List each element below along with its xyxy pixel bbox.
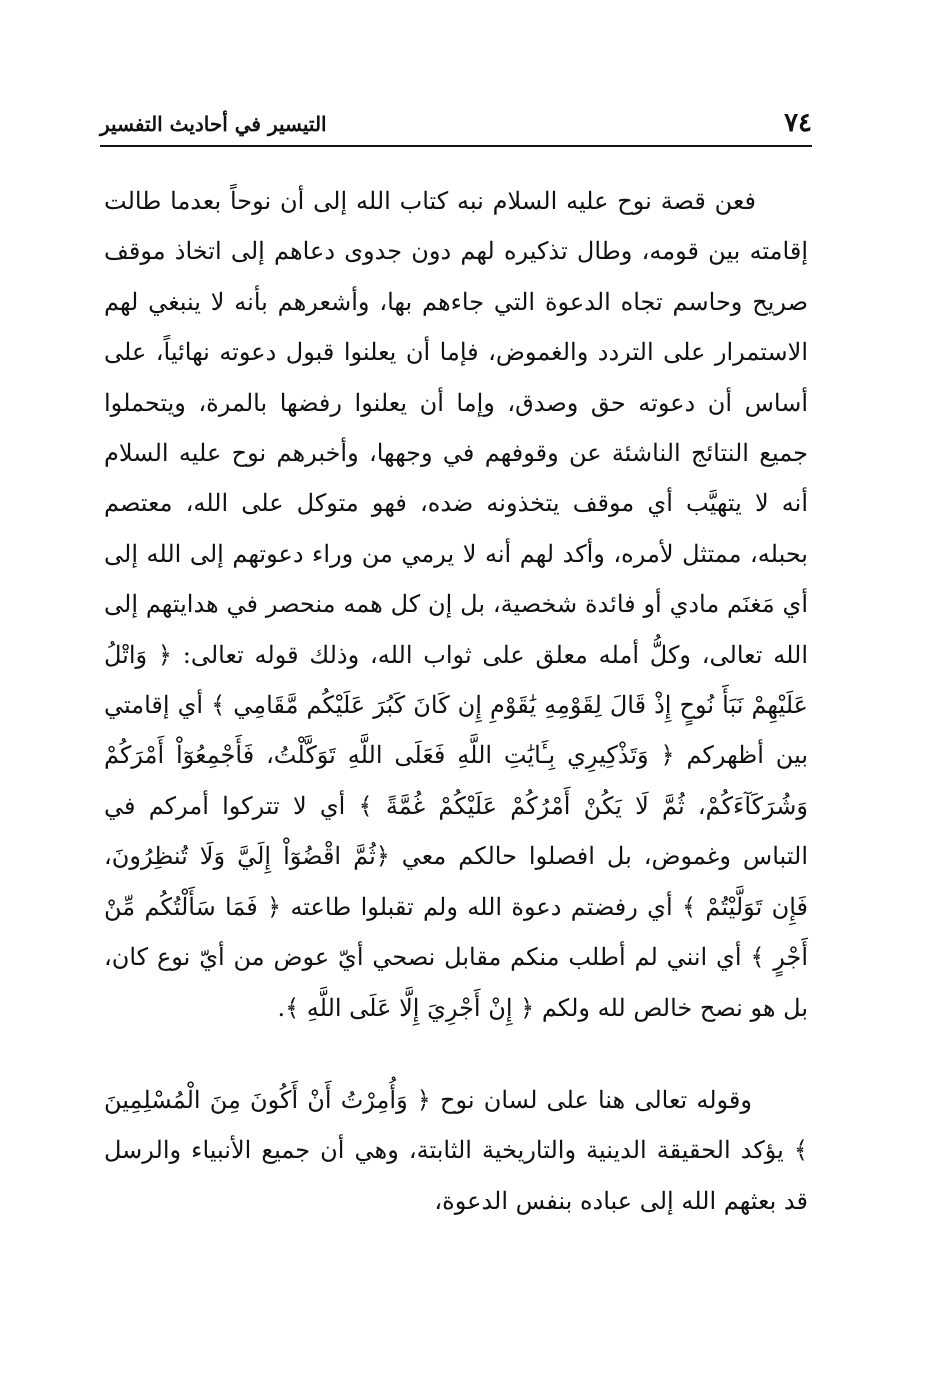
page-number: ٧٤ xyxy=(784,108,812,138)
body-text xyxy=(104,176,808,1226)
header-rule xyxy=(100,145,812,147)
paragraph-text: وقوله تعالى هنا على لسان نوح ﴿ وَأُمِرْتُ أَنْ أَكُونَ مِنَ الْمُسْلِمِينَ ﴾ يؤكد الحقيقة الدينية والتاريخية الثابتة، وهي أن جميع الأنبياء والرسل قد بعثهم الله إلى عباده بنفس الدعوة، xyxy=(104,1085,808,1215)
paragraph xyxy=(104,1075,808,1226)
paragraph-text: فعن قصة نوح عليه السلام نبه كتاب الله إلى أن نوحاً بعدما طالت إقامته بين قومه، وطال تذكيره لهم دون جدوى دعاهم إلى اتخاذ موقف صريح وحاسم تجاه الدعوة التي جاءهم بها، وأشعرهم بأنه لا ينبغي لهم الاستمرار على التردد والغموض، فإما أن يعلنوا قبول دعوته نهائياً، على أساس أن دعوته حق وصدق، وإما أن يعلنوا رفضها بالمرة، ويتحملوا جميع النتائج الناشئة عن وقوفهم في وجهها، وأخبرهم نوح عليه السلام أنه لا يتهيَّب أي موقف يتخذونه ضده، فهو متوكل على الله، معتصم بحبله، ممتثل لأمره، وأكد لهم أنه لا يرمي من وراء دعوتهم إلى الله إلى أي مَغنَم مادي أو فائدة شخصية، بل إن كل همه منحصر في هدايتهم إلى الله تعالى، وكلُّ أمله معلق على ثواب الله، وذلك قوله تعالى: ﴿ وَاتْلُ عَلَيْهِمْ نَبَأَ نُوحٍ إِذْ قَالَ لِقَوْمِهِ يَٰقَوْمِ إِن كَانَ كَبُرَ عَلَيْكُم مَّقَامِي ﴾ أي إقامتي بين أظهركم ﴿ وَتَذْكِيرِي بِـَٔايَٰتِ اللَّهِ فَعَلَى اللَّهِ تَوَكَّلْتُ، فَأَجْمِعُوٓاْ أَمْرَكُمْ وَشُرَكَآءَكُمْ، ثُمَّ لَا يَكُنْ أَمْرُكُمْ عَلَيْكُمْ غُمَّةً ﴾ أي لا تتركوا أمركم في التباس وغموض، بل افصلوا حالكم معي ﴿ثُمَّ اقْضُوٓاْ إِلَيَّ وَلَا تُنظِرُونَ، فَإِن تَوَلَّيْتُمْ ﴾ أي رفضتم دعوة الله ولم تقبلوا طاعته ﴿ فَمَا سَأَلْتُكُم مِّنْ أَجْرٍ ﴾ أي انني لم أطلب منكم مقابل نصحي أيّ عوض من أيّ نوع كان، بل هو نصح خالص لله ولكم ﴿ إِنْ أَجْرِيَ إِلَّا عَلَى اللَّهِ ﴾. xyxy=(104,187,808,1022)
page-header xyxy=(100,102,812,142)
paragraph xyxy=(104,176,808,1033)
running-title: التيسير في أحاديث التفسير xyxy=(100,112,327,136)
